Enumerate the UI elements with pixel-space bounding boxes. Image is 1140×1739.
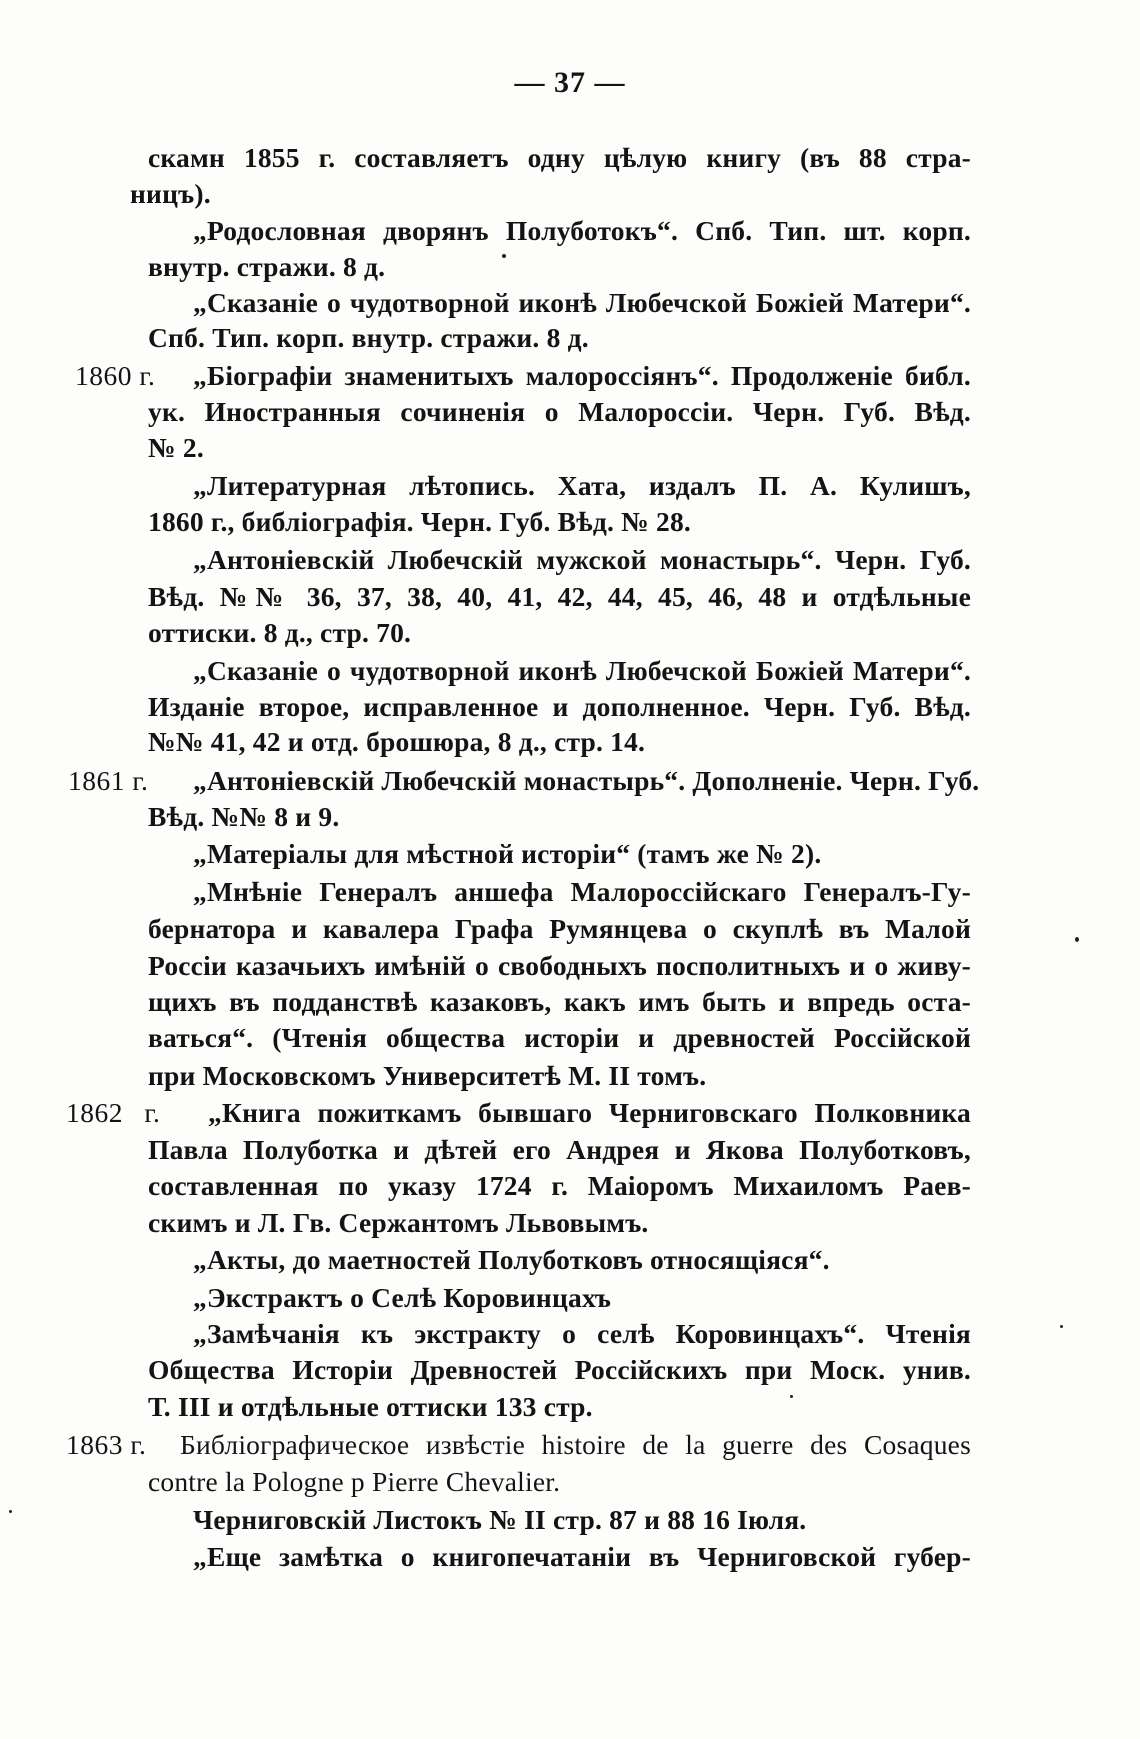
text-line: скимъ и Л. Гв. Сержантомъ Львовымъ.: [148, 1207, 649, 1238]
text-line: 1860 г., библіографія. Черн. Губ. Вѣд. № 28.: [148, 506, 691, 537]
text-line: оттиски. 8 д., стр. 70.: [148, 617, 412, 648]
text-line: щихъ въ подданствѣ казаковъ, какъ имъ быть и впредь оста-: [148, 986, 971, 1017]
text-line: „Сказаніе о чудотворной иконѣ Любечской Божіей Матери“.: [193, 287, 971, 318]
text-line: № 2.: [148, 432, 204, 463]
ink-speck: [502, 254, 506, 258]
ink-speck: [1075, 937, 1079, 942]
text-line: „Біографіи знаменитыхъ малороссіянъ“. Продолженіе библ.: [193, 360, 971, 391]
text-line: contre la Pologne p Pierre Chevalier.: [148, 1466, 561, 1497]
text-line: „Еще замѣтка о книгопечатаніи въ Черниговской губер-: [193, 1541, 971, 1572]
year-suffix: г.: [144, 1097, 161, 1128]
year-suffix: г.: [139, 360, 156, 391]
year-value: 1862: [66, 1097, 123, 1128]
text-line: „Книга пожиткамъ бывшаго Черниговскаго Полковника: [208, 1097, 971, 1128]
year-value: 1861: [68, 765, 125, 796]
year-label-1863: [66, 1425, 146, 1465]
text-line: „Замѣчанія къ экстракту о селѣ Коровинцахъ“. Чтенія: [193, 1318, 971, 1349]
text-line: „Сказаніе о чудотворной иконѣ Любечской Божіей Матери“.: [193, 655, 971, 686]
text-line: ницъ).: [130, 178, 211, 209]
text-line: „Родословная дворянъ Полуботокъ“. Спб. Тип. шт. корп.: [193, 215, 971, 246]
ink-speck: [9, 1510, 12, 1513]
text-line: Россіи казачьихъ имѣній о свободныхъ посполитныхъ и о живу-: [148, 950, 971, 981]
text-line: Общества Исторіи Древностей Россійскихъ при Моск. унив.: [148, 1354, 971, 1385]
text-line: ук. Иностранныя сочиненія о Малороссіи. Черн. Губ. Вѣд.: [148, 396, 971, 427]
text-line: „Литературная лѣтопись. Хата, издалъ П. А. Кулишъ,: [193, 470, 971, 501]
text-line: „Экстрактъ о Селѣ Коровинцахъ: [193, 1282, 612, 1313]
text-line: при Московскомъ Университетѣ М. II томъ.: [148, 1060, 707, 1091]
text-line: Вѣд. №№ 36, 37, 38, 40, 41, 42, 44, 45, 46, 48 и отдѣльные: [148, 581, 971, 612]
text-line: Черниговскій Листокъ № II стр. 87 и 88 16 Іюля.: [193, 1504, 807, 1535]
year-suffix: г.: [130, 1429, 147, 1460]
text-line: Павла Полуботка и дѣтей его Андрея и Якова Полуботковъ,: [148, 1134, 971, 1165]
text-line: „Антоніевскій Любечскій мужской монастырь“. Черн. Губ.: [193, 544, 971, 575]
ink-speck: [790, 1395, 793, 1398]
year-value: 1863: [66, 1429, 123, 1460]
text-line: ваться“. (Чтенія общества исторіи и древностей Россійской: [148, 1022, 971, 1053]
year-value: 1860: [75, 360, 132, 391]
text-line: Вѣд. №№ 8 и 9.: [148, 801, 340, 832]
text-line: „Акты, до маетностей Полуботковъ относящіяся“.: [193, 1244, 830, 1275]
text-line: Изданіе второе, исправленное и дополненное. Черн. Губ. Вѣд.: [148, 691, 971, 722]
page-number: — 37 —: [514, 66, 626, 99]
text-line: Т. III и отдѣльные оттиски 133 стр.: [148, 1391, 593, 1422]
text-line: скамн 1855 г. составляетъ одну цѣлую книгу (въ 88 стра-: [148, 142, 971, 173]
text-line: Библіографическое извѣстіе histoire de la guerre des Cosaques: [180, 1429, 971, 1460]
year-suffix: г.: [132, 765, 149, 796]
year-label-1860: [75, 356, 155, 396]
text-line: „Матеріалы для мѣстной исторіи“ (тамъ же № 2).: [193, 838, 822, 869]
text-line: составленная по указу 1724 г. Маіоромъ Михаиломъ Раев-: [148, 1170, 971, 1201]
text-line: Спб. Тип. корп. внутр. стражи. 8 д.: [148, 322, 589, 353]
year-label-1862: [66, 1093, 160, 1133]
ink-speck: [1060, 1325, 1063, 1328]
text-line: внутр. стражи. 8 д.: [148, 251, 386, 282]
text-line: „Мнѣніе Генералъ аншефа Малороссійскаго Генералъ-Гу-: [193, 876, 971, 907]
text-line: №№ 41, 42 и отд. брошюра, 8 д., стр. 14.: [148, 726, 646, 757]
year-label-1861: [68, 761, 148, 801]
text-line: бернатора и кавалера Графа Румянцева о скуплѣ въ Малой: [148, 913, 971, 944]
text-line: „Антоніевскій Любечскій монастырь“. Дополненіе. Черн. Губ.: [193, 765, 980, 796]
